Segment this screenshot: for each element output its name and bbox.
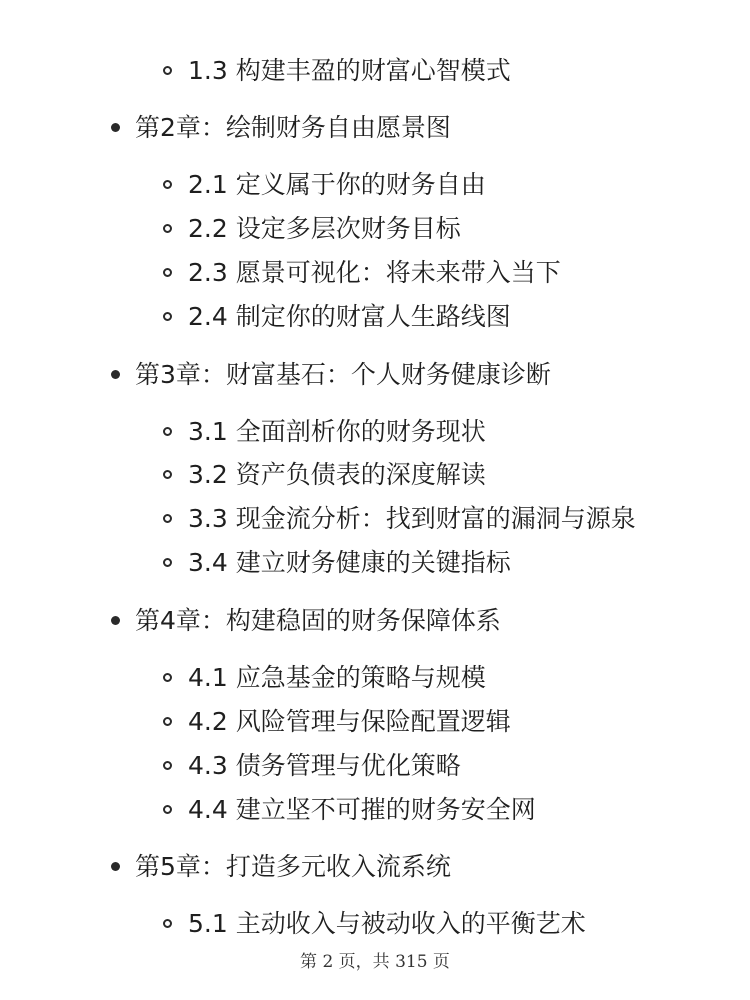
section-title: 3.2 资产负债表的深度解读: [188, 460, 486, 489]
section-title: 2.3 愿景可视化：将未来带入当下: [188, 258, 561, 287]
hollow-bullet-icon: [163, 180, 172, 189]
section-title: 3.4 建立财务健康的关键指标: [188, 548, 511, 577]
section-title: 2.1 定义属于你的财务自由: [188, 170, 486, 199]
solid-bullet-icon: [111, 862, 120, 871]
section-title: 2.2 设定多层次财务目标: [188, 214, 461, 243]
solid-bullet-icon: [111, 123, 120, 132]
hollow-bullet-icon: [163, 470, 172, 479]
hollow-bullet-icon: [163, 919, 172, 928]
hollow-bullet-icon: [163, 312, 172, 321]
page-number-footer: 第 2 页，共 315 页: [300, 952, 450, 972]
hollow-bullet-icon: [163, 558, 172, 567]
hollow-bullet-icon: [163, 673, 172, 682]
hollow-bullet-icon: [163, 717, 172, 726]
hollow-bullet-icon: [163, 268, 172, 277]
section-title: 4.4 建立坚不可摧的财务安全网: [188, 795, 536, 824]
section-title: 4.2 风险管理与保险配置逻辑: [188, 707, 511, 736]
solid-bullet-icon: [111, 370, 120, 379]
section-title: 3.3 现金流分析：找到财富的漏洞与源泉: [188, 504, 636, 533]
solid-bullet-icon: [111, 616, 120, 625]
section-title: 4.3 债务管理与优化策略: [188, 751, 461, 780]
hollow-bullet-icon: [163, 66, 172, 75]
hollow-bullet-icon: [163, 761, 172, 770]
hollow-bullet-icon: [163, 427, 172, 436]
chapter-title: 第4章：构建稳固的财务保障体系: [135, 606, 501, 635]
section-title: 2.4 制定你的财富人生路线图: [188, 302, 511, 331]
section-title: 3.1 全面剖析你的财务现状: [188, 417, 486, 446]
section-title: 1.3 构建丰盈的财富心智模式: [188, 56, 511, 85]
hollow-bullet-icon: [163, 514, 172, 523]
section-title: 4.1 应急基金的策略与规模: [188, 663, 486, 692]
chapter-title: 第2章：绘制财务自由愿景图: [135, 113, 451, 142]
hollow-bullet-icon: [163, 224, 172, 233]
chapter-title: 第3章：财富基石：个人财务健康诊断: [135, 360, 551, 389]
chapter-title: 第5章：打造多元收入流系统: [135, 852, 451, 881]
section-title: 5.1 主动收入与被动收入的平衡艺术: [188, 909, 586, 938]
hollow-bullet-icon: [163, 805, 172, 814]
